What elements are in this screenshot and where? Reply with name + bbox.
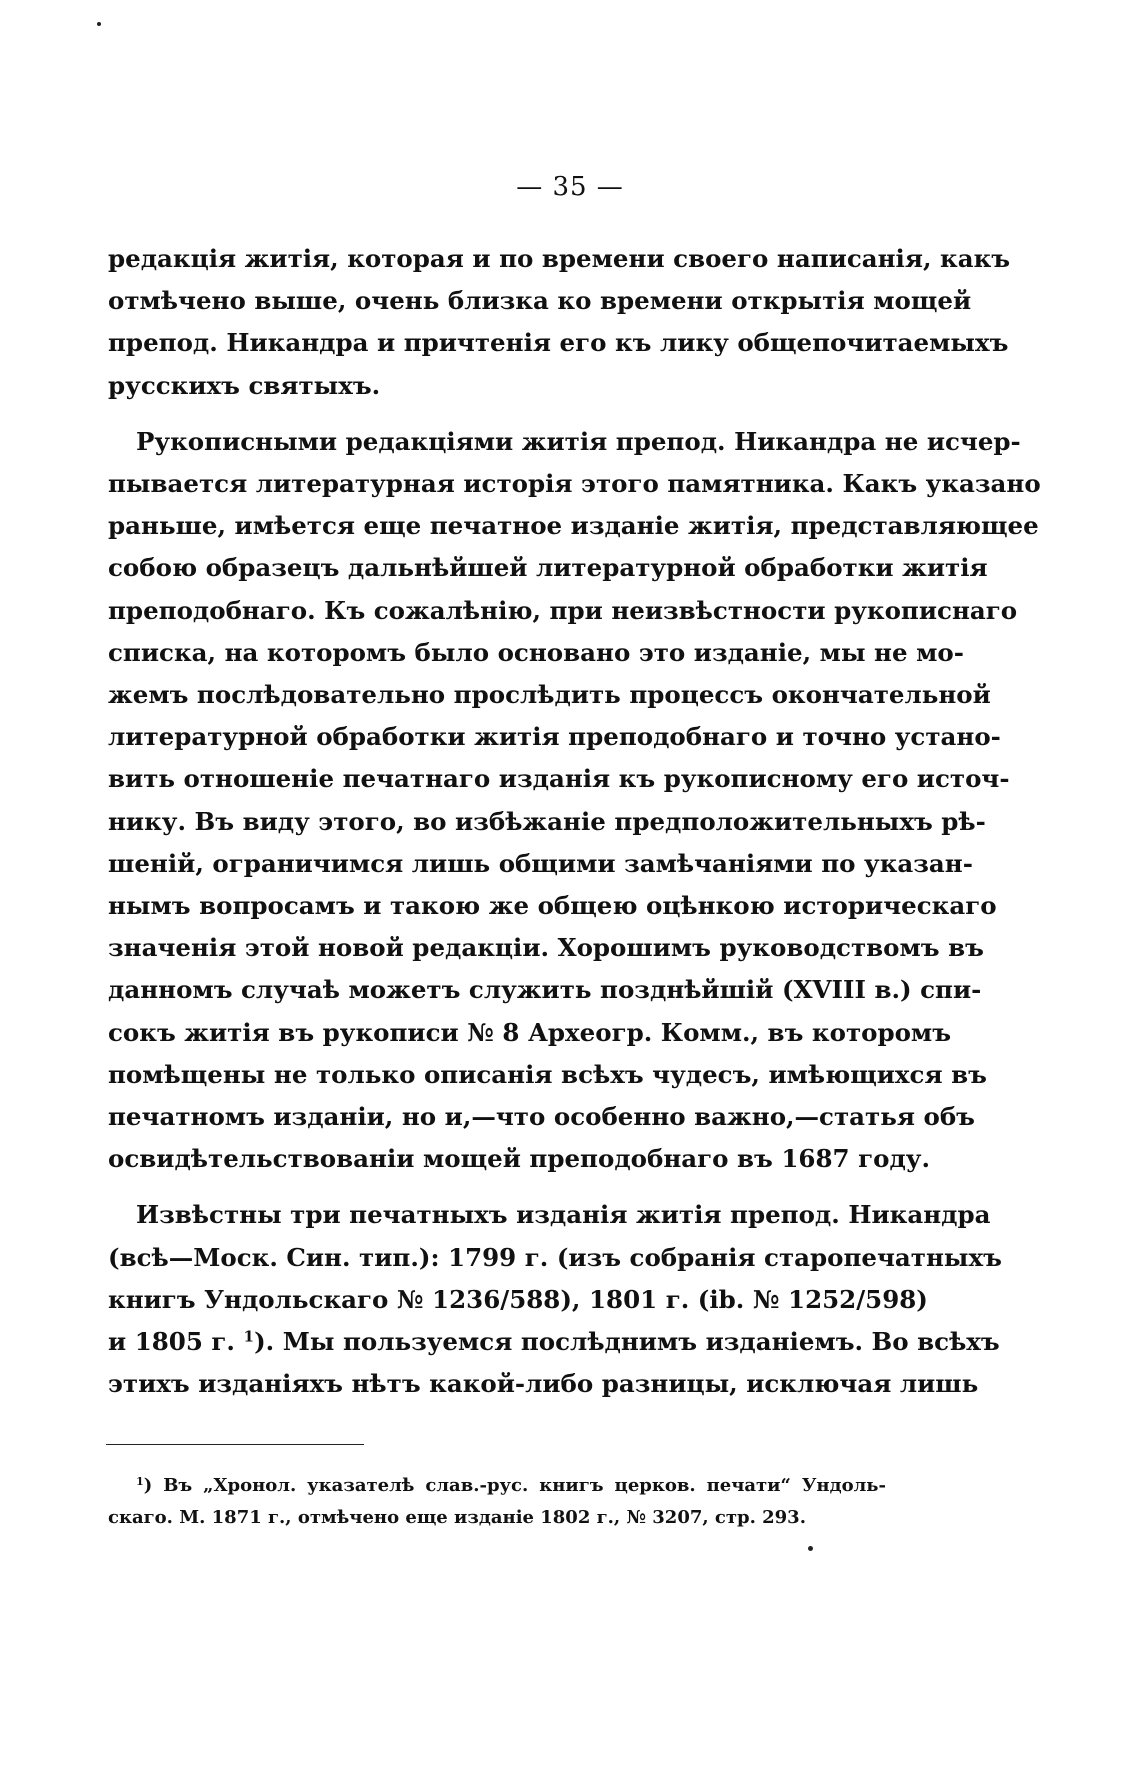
text-line-with-footnote	[108, 1321, 1000, 1363]
page-number: — 35 —	[516, 172, 624, 202]
print-speck	[97, 22, 101, 26]
text-line: списка, на которомъ было основано это изданіе, мы не мо-	[108, 637, 964, 667]
text-line: этихъ изданіяхъ нѣтъ какой-либо разницы, исключая лишь	[108, 1369, 979, 1399]
text-line: преподобнаго. Къ сожалѣнію, при неизвѣстности рукописнаго	[108, 595, 1018, 625]
text-line: значенія этой новой редакціи. Хорошимъ руководствомъ въ	[108, 933, 984, 963]
footnote-line	[108, 1470, 886, 1502]
text-line: данномъ случаѣ можетъ служить позднѣйшій (XVIII в.) спи-	[108, 975, 982, 1005]
text-line: редакція житія, которая и по времени своего написанія, какъ	[108, 244, 1011, 273]
text-fragment: ). Мы пользуемся послѣднимъ изданіемъ. Во всѣхъ	[254, 1327, 1000, 1357]
main-text	[108, 238, 1041, 1405]
text-line: русскихъ святыхъ.	[108, 370, 381, 400]
footnote-divider	[106, 1444, 364, 1445]
text-line: жемъ послѣдовательно прослѣдить процессъ окончательной	[108, 680, 991, 710]
paragraph-2	[108, 421, 1041, 1181]
footnote-marker: 1	[136, 1474, 144, 1488]
paragraph-1	[108, 238, 1011, 407]
footnote-reference[interactable]: 1	[243, 1327, 255, 1346]
text-line: Рукописными редакціями житія препод. Никандра не исчер-	[136, 426, 1021, 456]
text-line: собою образецъ дальнѣйшей литературной обработки житія	[108, 553, 988, 583]
text-line: Извѣстны три печатныхъ изданія житія препод. Никандра	[136, 1200, 991, 1230]
text-line: помѣщены не только описанія всѣхъ чудесъ, имѣющихся въ	[108, 1059, 987, 1089]
text-line: (всѣ—Моск. Син. тип.): 1799 г. (изъ собранія старопечатныхъ	[108, 1242, 1002, 1272]
footnotes	[108, 1470, 886, 1534]
text-fragment: и 1805 г.	[108, 1327, 235, 1357]
text-line: нымъ вопросамъ и такою же общею оцѣнкою историческаго	[108, 891, 997, 921]
text-line: нику. Въ виду этого, во избѣжаніе предположительныхъ рѣ-	[108, 806, 986, 836]
text-line: книгъ Ундольскаго № 1236/588), 1801 г. (ib. № 1252/598)	[108, 1284, 928, 1314]
text-line: печатномъ изданіи, но и,—что особенно важно,—статья объ	[108, 1102, 975, 1132]
text-line: пывается литературная исторія этого памятника. Какъ указано	[108, 469, 1041, 499]
text-line: препод. Никандра и причтенія его къ лику общепочитаемыхъ	[108, 328, 1009, 358]
text-line: отмѣчено выше, очень близка ко времени открытія мощей	[108, 286, 972, 316]
footnote-line: скаго. М. 1871 г., отмѣчено еще изданіе 1802 г., № 3207, стр. 293.	[108, 1507, 806, 1528]
footnote-text: ) Въ „Хронол. указателѣ слав.-рус. книгъ церков. печати“ Ундоль-	[143, 1475, 886, 1496]
text-line: раньше, имѣется еще печатное изданіе житія, представляющее	[108, 511, 1039, 541]
text-line: сокъ житія въ рукописи № 8 Археогр. Комм., въ которомъ	[108, 1017, 952, 1047]
text-line: шеній, ограничимся лишь общими замѣчаніями по указан-	[108, 848, 973, 878]
text-line: вить отношеніе печатнаго изданія къ рукописному его источ-	[108, 764, 1010, 794]
text-line: литературной обработки житія преподобнаго и точно устано-	[108, 722, 1001, 752]
print-speck	[808, 1546, 813, 1551]
paragraph-3	[108, 1194, 1002, 1405]
text-line: освидѣтельствованіи мощей преподобнаго въ 1687 году.	[108, 1144, 930, 1174]
